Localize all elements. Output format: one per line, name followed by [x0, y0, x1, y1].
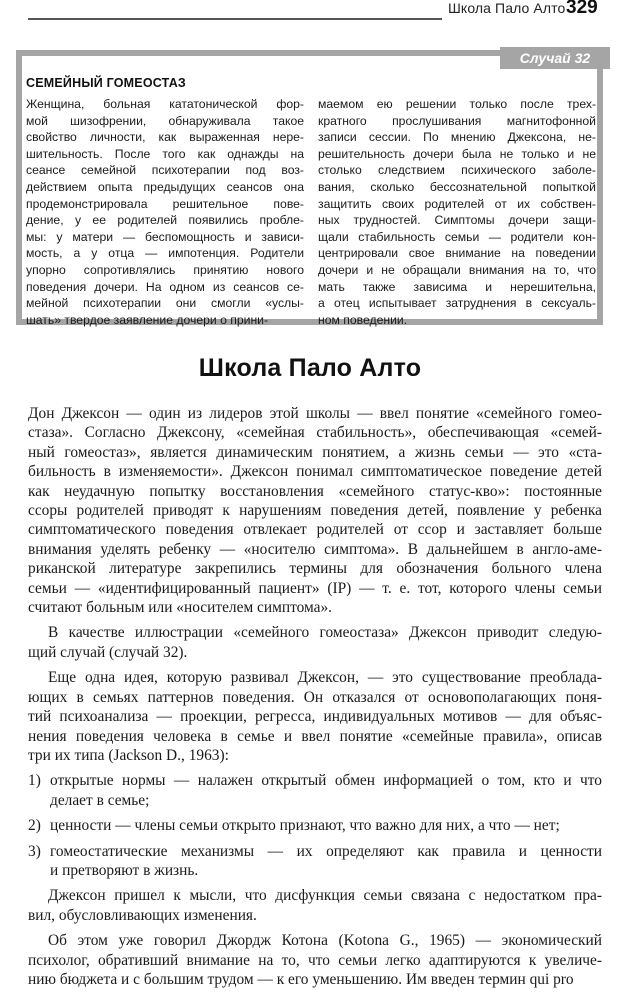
list-item-text — [50, 816, 602, 835]
text-line: открытые нормы — налажен открытый обмен информацией о том, кто и что — [50, 772, 602, 790]
text-line: действием опыта предыдущих сеансов она — [26, 179, 304, 194]
text-line: стаза». Согласно Джексону, «семейная стабильность», обеспечивающая «семей- — [28, 424, 602, 442]
text-line: считают больным или «носителем симптома». — [28, 599, 333, 617]
text-line: мать также зависима и нерешительна, — [318, 279, 596, 294]
header-rule — [28, 18, 442, 20]
text-line: центрировали свое внимание на поведении — [318, 246, 596, 261]
list-item-text — [50, 842, 602, 881]
text-line: бильность в изменяемости». Джексон понимал симптоматическое поведение детей — [28, 463, 602, 481]
paragraph — [28, 886, 602, 925]
text-line: щали стабильность семьи — родители кон- — [318, 229, 596, 244]
text-line: ном поведении. — [318, 312, 408, 327]
text-line: защитить своих родителей от их собствен- — [318, 196, 596, 211]
text-line: психолог, обративший внимание на то, что семьи легко адаптируются к увеличе- — [28, 951, 602, 969]
text-line: сеансе семейной психотерапии под воз- — [26, 163, 304, 178]
running-header — [0, 0, 620, 22]
text-line: мость, а у отца — импотенция. Родители — [26, 246, 304, 261]
list-item-number: 1) — [28, 772, 41, 790]
text-line: ный гомеостаз», является динамическим понятием, а жизнь семьи — это «ста- — [28, 443, 602, 461]
paragraph — [28, 668, 602, 765]
text-line: симптоматического поведения отвлекает родителей от ссор и заставляет больше — [28, 521, 602, 539]
list-item — [28, 816, 602, 835]
text-line: а отец испытывает затруднения в сексуаль- — [318, 296, 596, 311]
text-line: ющих в семьях паттернов поведения. Он отказался от основополагающих поня- — [28, 688, 602, 706]
text-line: Дон Джексон — один из лидеров этой школы — ввел понятие «семейного гомео- — [28, 405, 602, 422]
running-title: Школа Пало Алто — [448, 0, 566, 16]
text-line: семьи — «идентифицированный пациент» (IP) — т. е. тот, которого члены семьи — [28, 579, 602, 597]
text-line: столько следствием психического заболе- — [318, 163, 596, 178]
list-item-number: 2) — [28, 817, 41, 835]
list-item — [28, 842, 602, 881]
text-line: нения поведения человека в семье и ввел понятие «семейные правила», описав — [28, 727, 602, 745]
paragraph — [28, 931, 602, 989]
text-line: ценности — члены семьи открыто признают, что важно для них, а что — нет; — [50, 817, 560, 835]
text-line: шительность. После того как однажды на — [26, 146, 304, 161]
case-column-right — [318, 96, 596, 328]
text-line: нию бюджета и с большим трудом — к его уменьшению. Им введен термин qui pro — [28, 970, 574, 988]
text-line: упорно сопротивлялись принятию нового — [26, 262, 304, 277]
case-column-left — [26, 96, 304, 328]
text-line: продемонстрировала решительное пове- — [26, 196, 304, 211]
text-line: поведения дочери. На одном из сеансов се- — [26, 279, 304, 294]
paragraph — [28, 404, 602, 617]
text-line: как неудачную попытку восстановления «семейного статус-кво»: постоянные — [28, 482, 602, 500]
text-line: свойство личности, как выраженная нере- — [26, 130, 304, 145]
section-title: Школа Пало Алто — [198, 354, 422, 382]
case-columns — [26, 96, 596, 328]
list-item-number: 3) — [28, 842, 41, 860]
text-line: В качестве иллюстрации «семейного гомеостаза» Джексон приводит следую- — [48, 624, 602, 642]
text-line: дение, у ее родителей появились пробле- — [26, 213, 304, 228]
text-line: вания, сколько бессознательной попыткой — [318, 179, 596, 194]
text-line: три их типа (Jackson D., 1963): — [28, 746, 229, 764]
text-line: мой шизофрении, обнаруживала такое — [26, 113, 304, 128]
text-line: вил, обусловливающих изменения. — [28, 906, 257, 924]
page-number: 329 — [566, 0, 598, 18]
text-line: ссоры родителей приводят к нарушениям поведения детей, появление у ребенка — [28, 502, 602, 520]
text-line: ных трудностей. Симптомы дочери защи- — [318, 213, 596, 228]
text-line: Женщина, больная кататонической фор- — [26, 97, 304, 111]
text-line: тий психоанализа — проекции, регресса, индивидуальных мотивов — для объяс- — [28, 708, 602, 726]
paragraph — [28, 623, 602, 662]
text-line: делает в семье; — [50, 791, 150, 809]
text-line: записи сессии. По мнению Джексона, не- — [318, 130, 596, 145]
text-line: гомеостатические механизмы — их определяют как правила и ценности — [50, 842, 602, 860]
text-line: маемом ею решении только после трех- — [318, 97, 596, 111]
text-line: кратного прослушивания магнитофонной — [318, 113, 596, 128]
text-line: внимания уделять ребенку — «носителю симптома». В дальнейшем в англо-аме- — [28, 540, 602, 558]
text-line: шать» твердое заявление дочери о прини- — [26, 312, 269, 327]
case-title: СЕМЕЙНЫЙ ГОМЕОСТАЗ — [26, 76, 186, 90]
text-line: щий случай (случай 32). — [28, 643, 188, 661]
text-line: мейной психотерапии они смогли «услы- — [26, 296, 304, 311]
text-line: мы: у матери — беспомощность и зависи- — [26, 229, 304, 244]
case-tab: Случай 32 — [500, 47, 610, 69]
text-line: и претворяют в жизнь. — [50, 861, 199, 879]
list-item — [28, 771, 602, 810]
text-line: решительность дочери была не только и не — [318, 146, 596, 161]
text-line: риканской литературе закрепились термины для обозначения больного члена — [28, 560, 602, 578]
text-line: дочери и не обращали внимания на то, что — [318, 262, 596, 277]
list-item-text — [50, 771, 602, 810]
text-line: Еще одна идея, которую развивал Джексон, — это существование преоблада- — [48, 669, 602, 687]
text-line: Об этом уже говорил Джордж Котона (Kotona G., 1965) — экономический — [48, 932, 602, 950]
text-line: Джексон пришел к мысли, что дисфункция семьи связана с недостатком пра- — [48, 887, 602, 905]
body-text — [28, 404, 602, 995]
